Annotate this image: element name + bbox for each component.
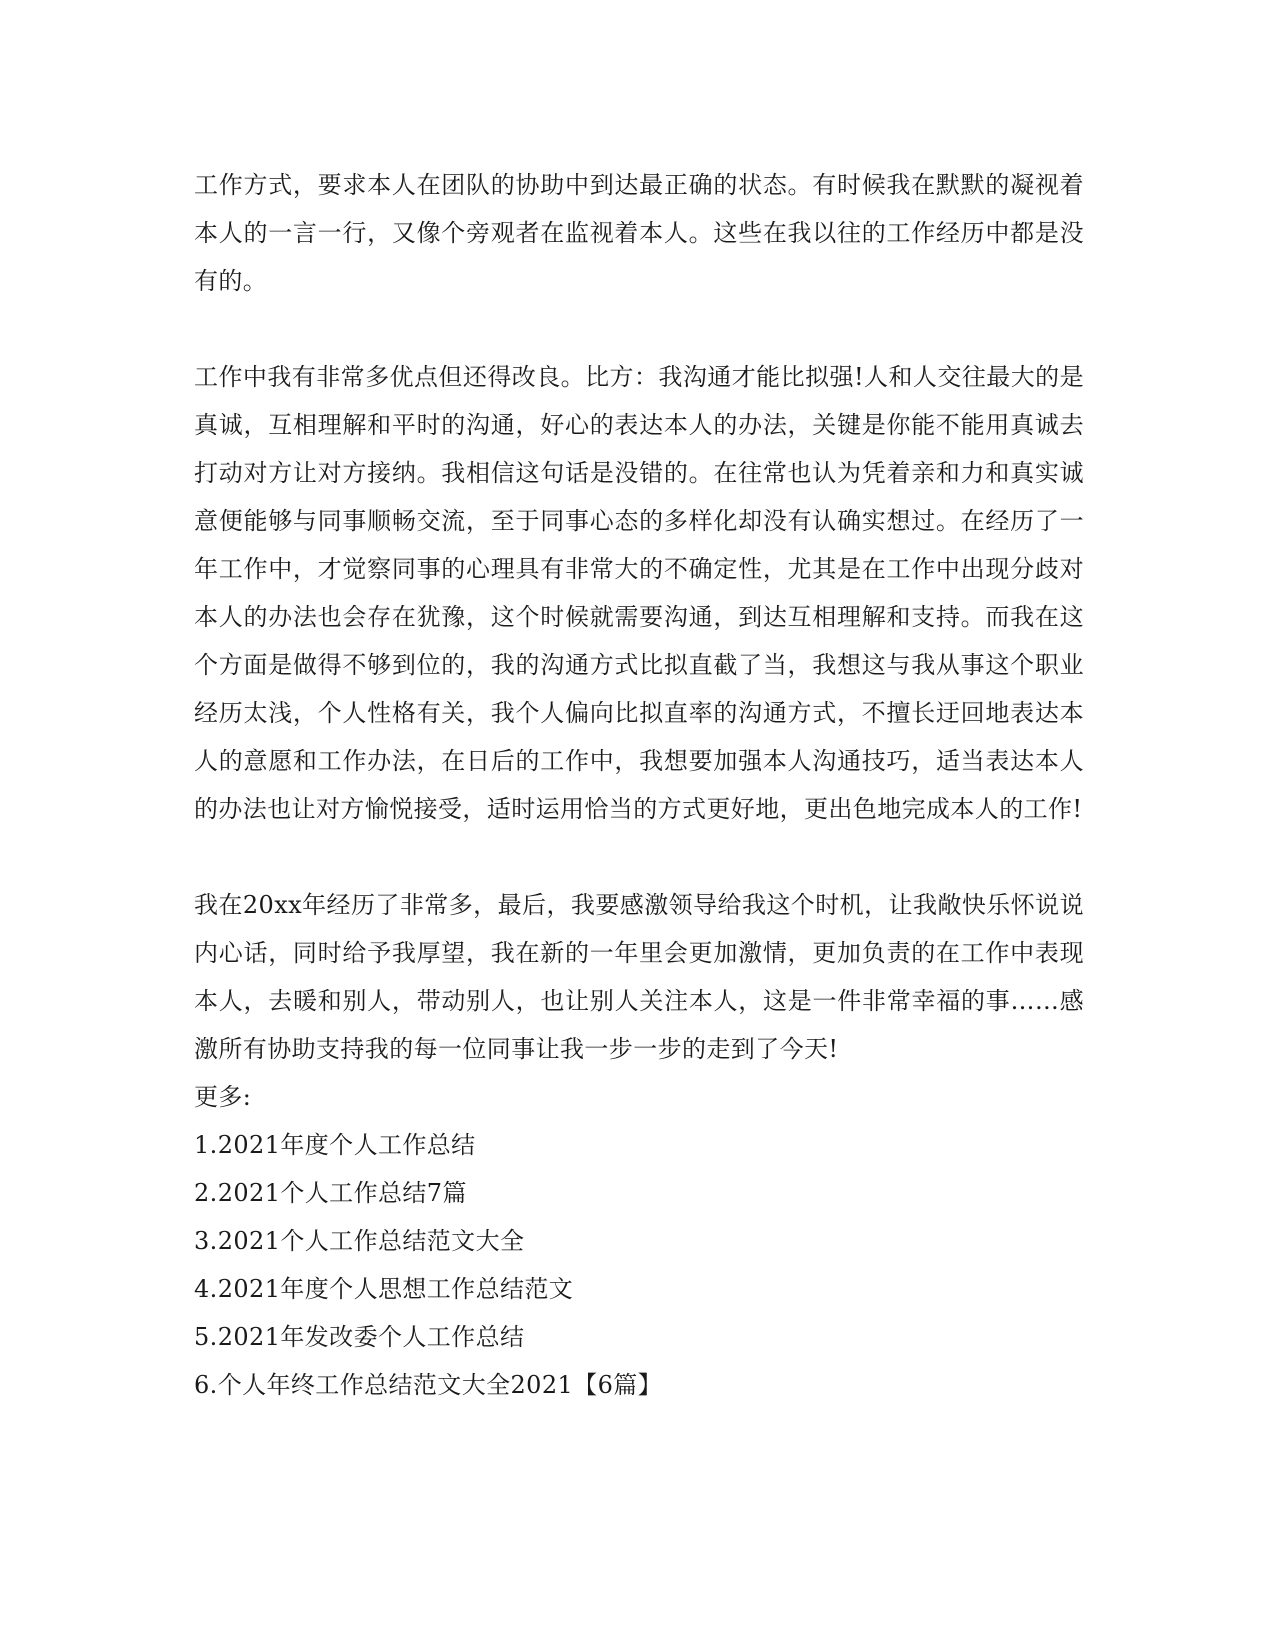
paragraph-1: 工作方式，要求本人在团队的协助中到达最正确的状态。有时候我在默默的凝视着本人的一言一行，又像个旁观者在监视着本人。这些在我以往的工作经历中都是没有的。 <box>194 171 1084 295</box>
related-article-link[interactable]: 3.2021个人工作总结范文大全 <box>194 1227 525 1255</box>
related-articles-list <box>194 1121 1084 1409</box>
document-body <box>194 161 1084 1409</box>
paragraph-2: 工作中我有非常多优点但还得改良。比方：我沟通才能比拟强!人和人交往最大的是真诚，互相理解和平时的沟通，好心的表达本人的办法，关键是你能不能用真诚去打动对方让对方接纳。我相信这句话是没错的。在往常也认为凭着亲和力和真实诚意便能够与同事顺畅交流，至于同事心态的多样化却没有认确实想过。在经历了一年工作中，才觉察同事的心理具有非常大的不确定性，尤其是在工作中出现分歧对本人的办法也会存在犹豫，这个时候就需要沟通，到达互相理解和支持。而我在这个方面是做得不够到位的，我的沟通方式比拟直截了当，我想这与我从事这个职业经历太浅，个人性格有关，我个人偏向比拟直率的沟通方式，不擅长迂回地表达本人的意愿和工作办法，在日后的工作中，我想要加强本人沟通技巧，适当表达本人的办法也让对方愉悦接受，适时运用恰当的方式更好地，更出色地完成本人的工作! <box>194 363 1084 823</box>
paragraph-3: 我在20xx年经历了非常多，最后，我要感激领导给我这个时机，让我敞快乐怀说说内心话，同时给予我厚望，我在新的一年里会更加激情，更加负责的在工作中表现本人，去暖和别人，带动别人，也让别人关注本人，这是一件非常幸福的事……感激所有协助支持我的每一位同事让我一步一步的走到了今天! <box>194 891 1084 1063</box>
related-article-link[interactable]: 1.2021年度个人工作总结 <box>194 1131 476 1159</box>
related-article-link[interactable]: 5.2021年发改委个人工作总结 <box>194 1323 525 1351</box>
related-article-link[interactable]: 6.个人年终工作总结范文大全2021【6篇】 <box>194 1371 663 1399</box>
related-article-link[interactable]: 2.2021个人工作总结7篇 <box>194 1179 467 1207</box>
related-article-link[interactable]: 4.2021年度个人思想工作总结范文 <box>194 1275 574 1303</box>
more-heading: 更多: <box>194 1083 252 1111</box>
